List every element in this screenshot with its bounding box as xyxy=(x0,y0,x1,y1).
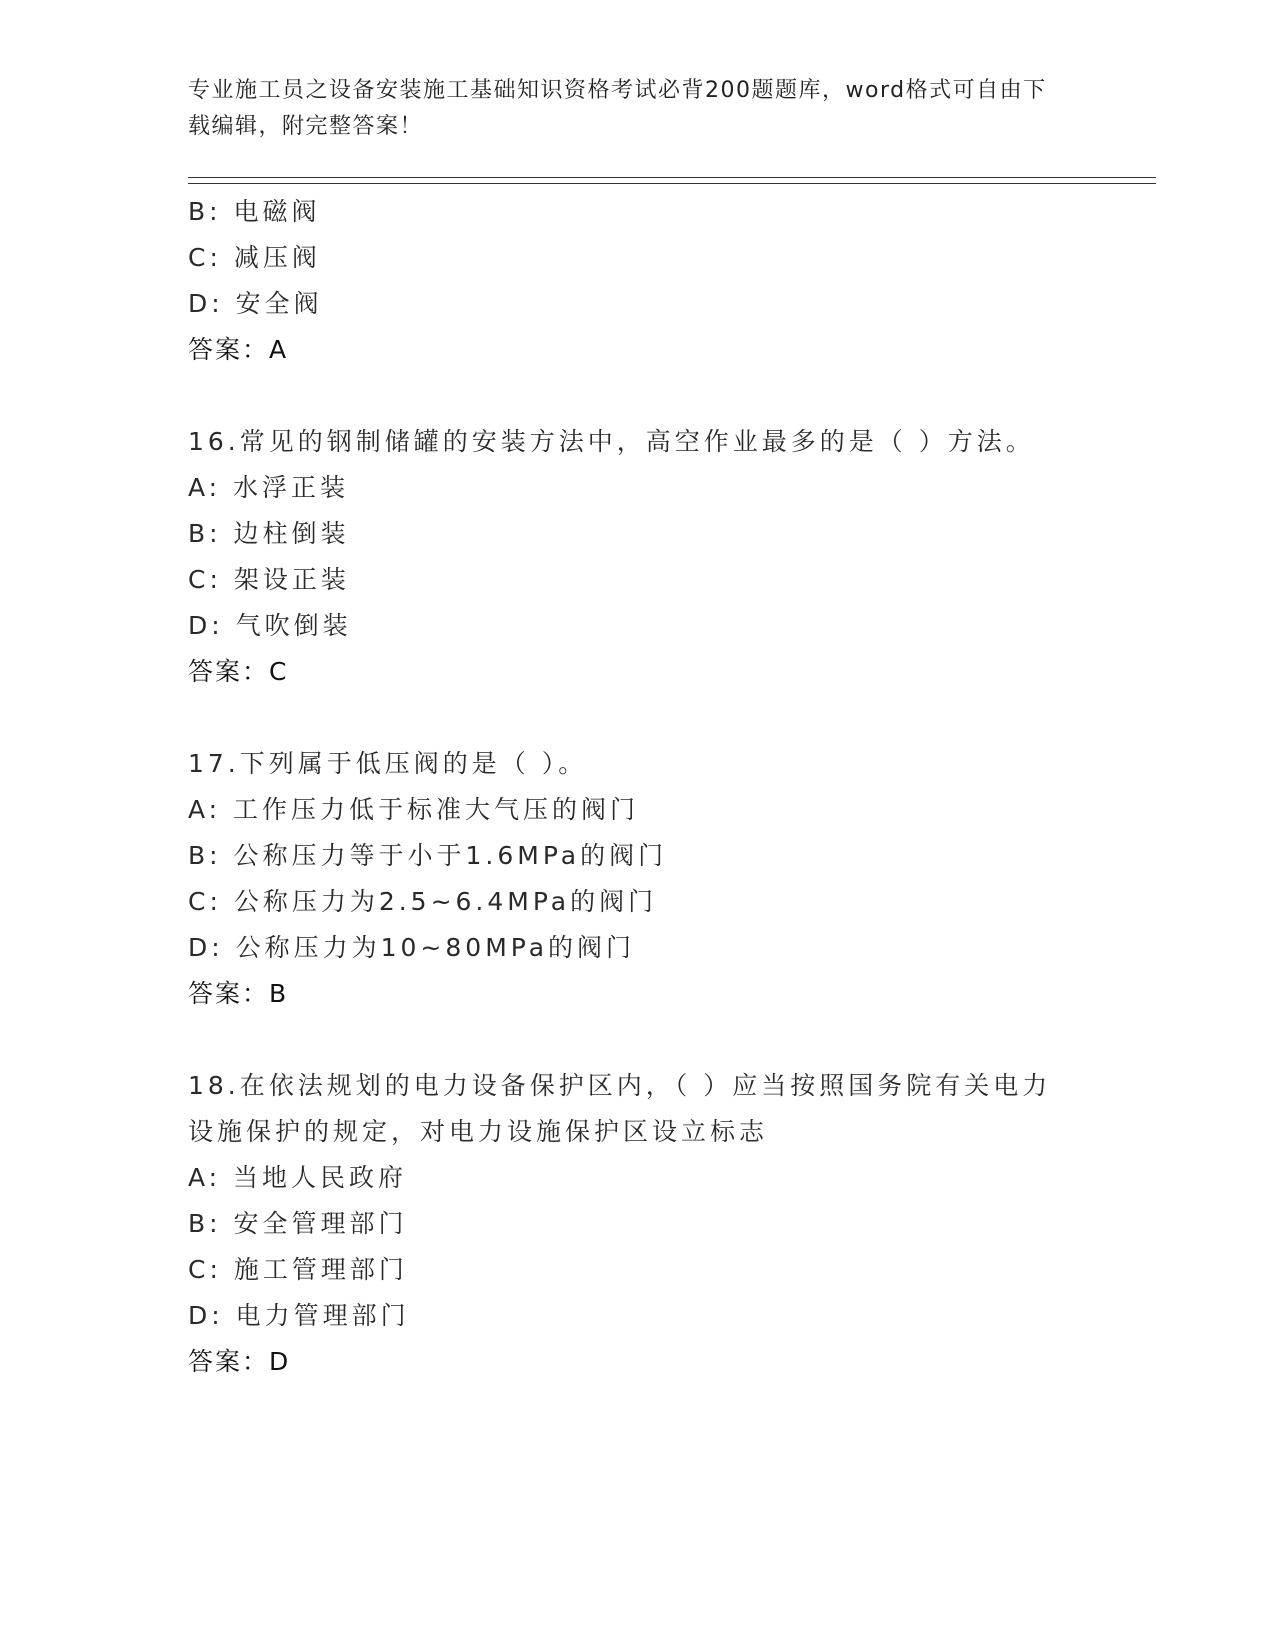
option-b: B: 公称压力等于小于1.6MPa的阀门 xyxy=(188,841,668,870)
option-c: C: 减压阀 xyxy=(188,243,321,272)
spacer xyxy=(188,373,1088,419)
option-b: B: 安全管理部门 xyxy=(188,1209,408,1238)
option-b: B: 电磁阀 xyxy=(188,197,321,226)
option-d: D: 电力管理部门 xyxy=(188,1301,410,1330)
question-18 xyxy=(188,1063,1088,1385)
question-stem: 16.常见的钢制储罐的安装方法中，高空作业最多的是（ ）方法。 xyxy=(188,427,1035,456)
option-d: D: 气吹倒装 xyxy=(188,611,352,640)
option-d: D: 公称压力为10~80MPa的阀门 xyxy=(188,933,636,962)
answer-line: 答案：B xyxy=(188,979,289,1008)
header-divider-bottom xyxy=(188,183,1156,184)
option-c: C: 架设正装 xyxy=(188,565,350,594)
question-list xyxy=(188,189,1088,1385)
spacer xyxy=(188,695,1088,741)
option-d: D: 安全阀 xyxy=(188,289,323,318)
question-17 xyxy=(188,741,1088,1017)
option-a: A: 工作压力低于标准大气压的阀门 xyxy=(188,795,640,824)
header-divider-top xyxy=(188,177,1156,178)
option-c: C: 公称压力为2.5~6.4MPa的阀门 xyxy=(188,887,658,916)
option-a: A: 水浮正装 xyxy=(188,473,350,502)
question-15-continued xyxy=(188,189,1088,373)
question-16 xyxy=(188,419,1088,695)
answer-line: 答案：A xyxy=(188,335,289,364)
answer-line: 答案：D xyxy=(188,1347,291,1376)
question-stem: 17.下列属于低压阀的是（ ）。 xyxy=(188,749,588,778)
question-stem: 18.在依法规划的电力设备保护区内，（ ）应当按照国务院有关电力设施保护的规定，对电力设施保护区设立标志 xyxy=(188,1071,1052,1146)
answer-line: 答案：C xyxy=(188,657,289,686)
option-b: B: 边柱倒装 xyxy=(188,519,350,548)
option-a: A: 当地人民政府 xyxy=(188,1163,408,1192)
option-c: C: 施工管理部门 xyxy=(188,1255,408,1284)
spacer xyxy=(188,1017,1088,1063)
document-header-title: 专业施工员之设备安装施工基础知识资格考试必背200题题库，word格式可自由下载编辑，附完整答案！ xyxy=(188,78,1047,139)
